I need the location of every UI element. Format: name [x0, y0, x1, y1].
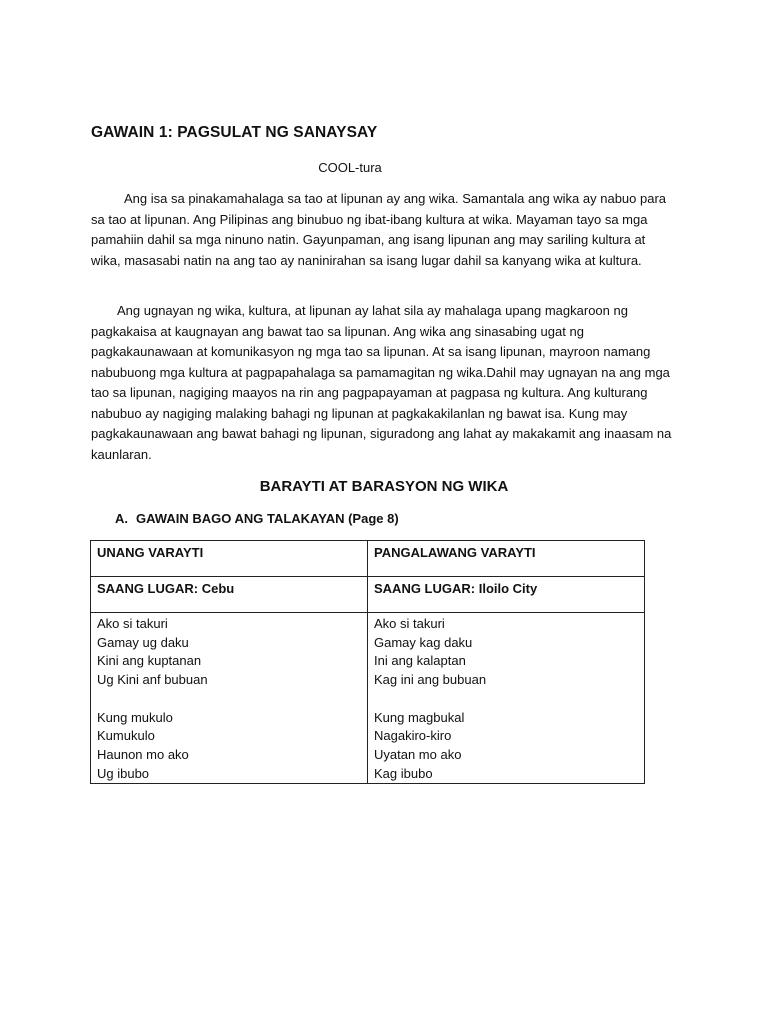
line: Kini ang kuptanan	[97, 653, 202, 669]
header-cell-1: UNANG VARAYTI	[91, 541, 368, 577]
list-marker: A.	[115, 511, 128, 526]
table-place-row	[91, 577, 645, 613]
line: Ini ang kalaptan	[374, 653, 466, 669]
line: Nagakiro-kiro	[374, 728, 452, 744]
essay-title: COOL-tura	[318, 160, 382, 175]
line: Kag ini ang bubuan	[374, 672, 487, 688]
paragraph-1-text: Ang isa sa pinakamahalaga sa tao at lipunan ay ang wika. Samantala ang wika ay nabuo para sa tao at lipunan. Ang Pilipinas ang binubuo ng ibat-ibang kultura at wika. Mayaman tayo sa mga pamahiin dahil sa mga ninuno natin. Gayunpaman, ang isang lipunan ang may sariling kultura at wika, masasabi natin na ang tao ay naninirahan sa isang lugar dahil sa kanyang wika at kultura.	[91, 191, 667, 268]
table-text-row	[91, 613, 645, 784]
line: Kung mukulo	[97, 709, 173, 725]
place-cell-1: SAANG LUGAR: Cebu	[91, 577, 368, 613]
paragraph-2-text: Ang ugnayan ng wika, kultura, at lipunan ay lahat sila ay mahalaga upang magkaroon ng pagkakaisa at kaugnayan ang bawat tao sa lipunan. Ang wika ang sinasabing ugat ng pagkakaunawaan at komunikasyon ng mga tao sa lipunan. At sa isang lipunan, mayroon namang nabubuong mga kultura at pagpapahalaga sa pamamagitan ng wika.Dahil may ugnayan na ang mga tao sa lipunan, nagiging maayos na rin ang pagpapayaman at pagpasa ng kultura. Ang kulturang nabubuo ay nagiging malaking bahagi ng lipunan at pagkakakilanlan ng bawat isa. Kung may pagkakaunawaan ang bawat bahagi ng lipunan, siguradong ang lahat ay makakamit ang inaasam na kaunlaran.	[91, 303, 672, 462]
section-heading: BARAYTI AT BARASYON NG WIKA	[259, 478, 509, 495]
text-cell-2	[368, 613, 645, 784]
line: Ug ibubo	[97, 765, 150, 781]
line-spacer	[374, 690, 644, 709]
paragraph-2	[91, 301, 677, 465]
line: Uyatan mo ako	[374, 746, 462, 762]
table-header-row	[91, 541, 645, 577]
page-heading: GAWAIN 1: PAGSULAT NG SANAYSAY	[91, 124, 378, 141]
list-heading-text: GAWAIN BAGO ANG TALAKAYAN (Page 8)	[136, 511, 399, 526]
place-cell-2: SAANG LUGAR: Iloilo City	[368, 577, 645, 613]
text-cell-1	[91, 613, 368, 784]
line: Kung magbukal	[374, 709, 465, 725]
line-spacer	[97, 690, 367, 709]
header-cell-2: PANGALAWANG VARAYTI	[368, 541, 645, 577]
line: Ako si takuri	[374, 616, 445, 631]
line: Ako si takuri	[97, 616, 168, 631]
paragraph-1	[91, 189, 677, 271]
line: Gamay kag daku	[374, 634, 473, 650]
line: Ug Kini anf bubuan	[97, 672, 208, 688]
variety-table	[90, 540, 645, 784]
list-heading	[115, 511, 399, 526]
line: Haunon mo ako	[97, 746, 189, 762]
line: Kag ibubo	[374, 765, 433, 781]
line: Kumukulo	[97, 728, 155, 744]
line: Gamay ug daku	[97, 634, 189, 650]
